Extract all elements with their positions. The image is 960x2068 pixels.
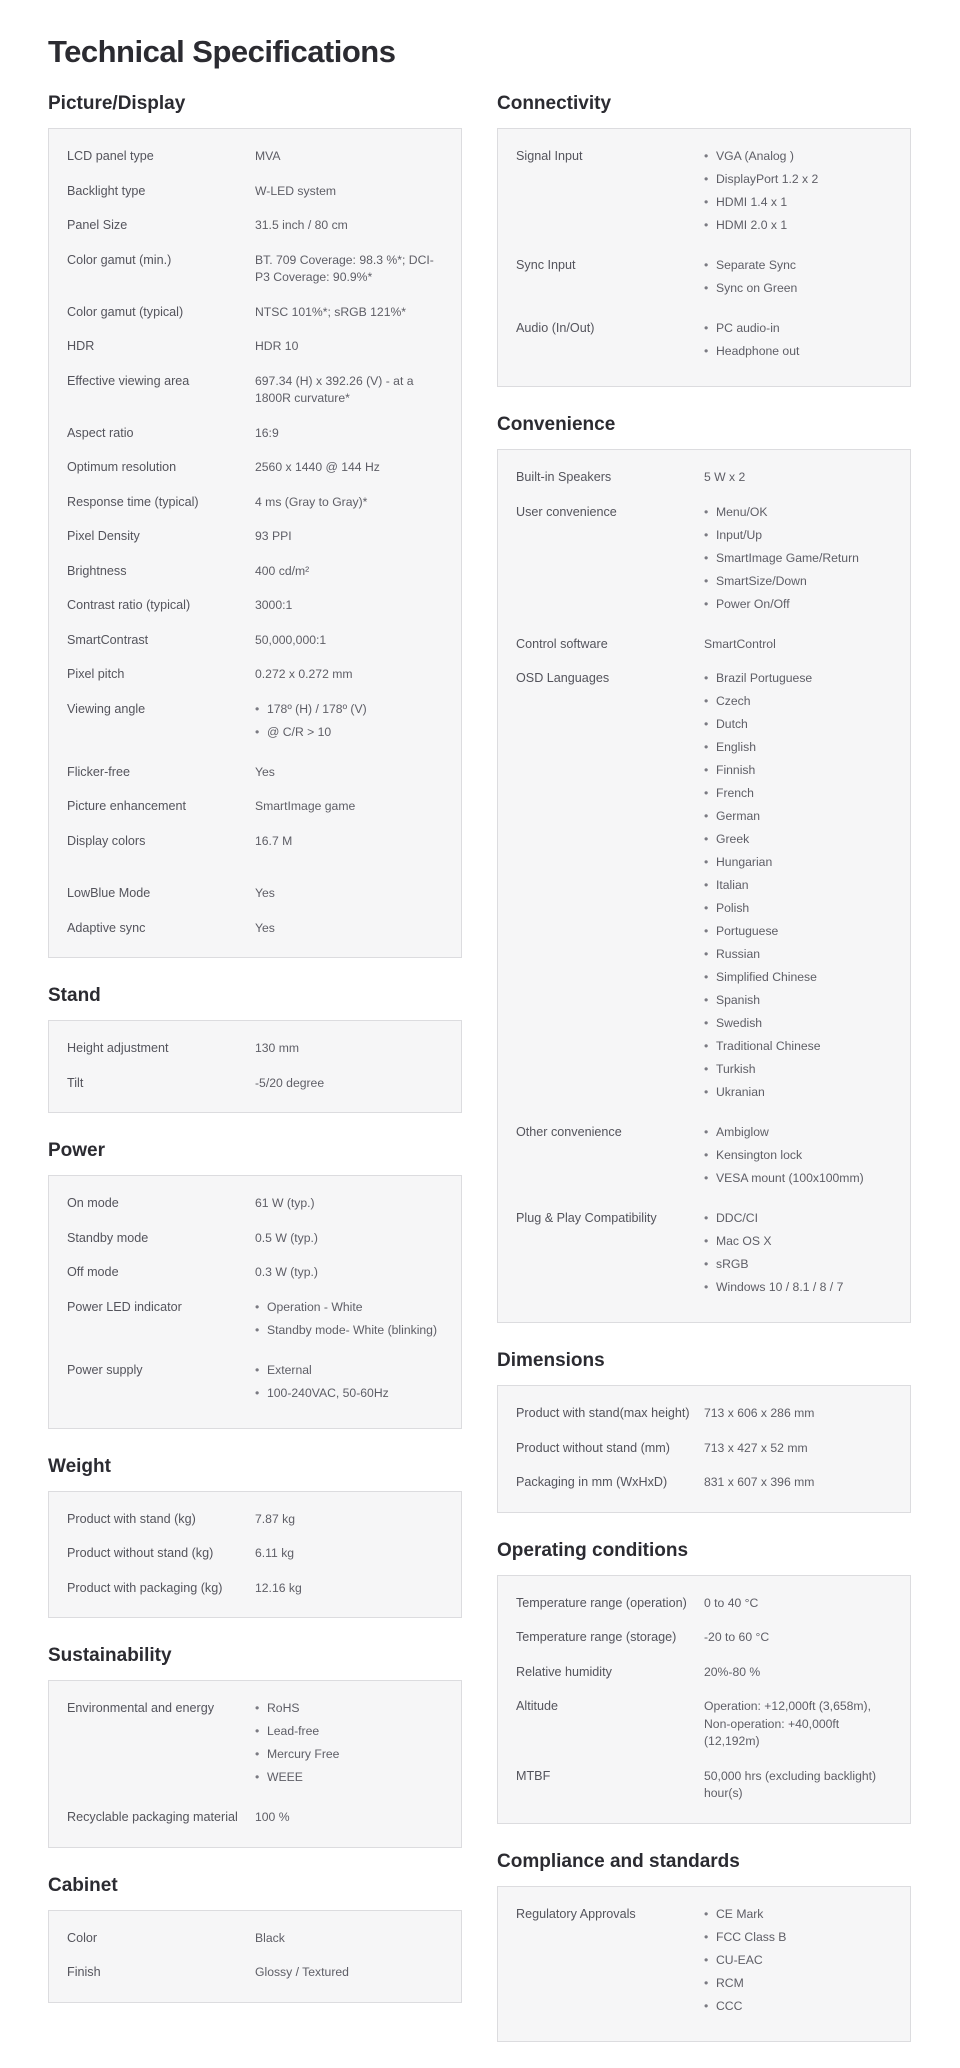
spec-value: -20 to 60 °C <box>704 1630 770 1644</box>
section-title-power: Power <box>48 1140 106 1161</box>
section-title-picture-display: Picture/Display <box>48 93 186 114</box>
section-title-compliance-and-standards: Compliance and standards <box>497 1850 740 1872</box>
spec-label: Pixel pitch <box>67 667 125 681</box>
spec-value: 0.272 x 0.272 mm <box>255 667 353 681</box>
spec-list-item: • DDC/CI <box>704 1210 888 1228</box>
spec-list-item: • Menu/OK <box>704 504 888 522</box>
spec-row <box>67 1923 443 1958</box>
spec-value: Black <box>255 1930 285 1945</box>
spec-row <box>516 1761 892 1813</box>
spec-list-item: • Simplified Chinese <box>704 969 888 987</box>
spec-value: 31.5 inch / 80 cm <box>255 218 348 232</box>
spec-value-list <box>255 1362 439 1403</box>
spec-row <box>516 1899 892 2031</box>
spec-value: SmartControl <box>704 636 776 651</box>
spec-list-item: • VESA mount (100x100mm) <box>704 1170 888 1188</box>
spec-row <box>67 1033 443 1068</box>
spec-value <box>255 1700 443 1792</box>
spec-label: Control software <box>516 636 608 651</box>
spec-label: Standby mode <box>67 1230 149 1245</box>
spec-label: Relative humidity <box>516 1664 612 1679</box>
spec-row <box>67 487 443 522</box>
spec-row <box>67 556 443 591</box>
spec-value-list <box>704 320 888 361</box>
spec-value: Yes <box>255 764 275 779</box>
spec-label: MTBF <box>516 1768 551 1783</box>
spec-value: 3000:1 <box>255 598 293 612</box>
spec-value: -5/20 degree <box>255 1075 325 1090</box>
spec-row <box>67 1538 443 1573</box>
spec-value <box>255 701 443 747</box>
spec-row <box>516 663 892 1117</box>
spec-value <box>255 1299 443 1345</box>
spec-value: 0.5 W (typ.) <box>255 1230 318 1245</box>
spec-value: 16.7 M <box>255 833 293 848</box>
spec-row <box>67 1068 443 1103</box>
spec-list-item: • Operation - White <box>255 1299 439 1317</box>
spec-label: Backlight type <box>67 183 146 198</box>
spec-value: HDR 10 <box>255 339 299 353</box>
spec-value: Glossy / Textured <box>255 1965 349 1979</box>
spec-value: Yes <box>255 920 275 935</box>
spec-row <box>67 1292 443 1355</box>
spec-row <box>67 625 443 660</box>
spec-label: Regulatory Approvals <box>516 1906 636 1921</box>
spec-value <box>704 504 892 619</box>
spec-value: 16:9 <box>255 425 279 440</box>
spec-label: Height adjustment <box>67 1041 169 1055</box>
spec-value: MVA <box>255 149 281 163</box>
spec-list-item: • 100-240VAC, 50-60Hz <box>255 1385 439 1403</box>
spec-label: Audio (In/Out) <box>516 321 595 335</box>
spec-value: 400 cd/m² <box>255 563 310 578</box>
spec-card-operating-conditions <box>497 1575 911 1824</box>
spec-label: Other convenience <box>516 1125 622 1139</box>
spec-list-item: • Input/Up <box>704 527 888 545</box>
spec-label: Recyclable packaging material <box>67 1810 238 1824</box>
spec-label: Flicker-free <box>67 764 130 779</box>
spec-label: OSD Languages <box>516 671 610 685</box>
spec-value: 20%-80 % <box>704 1664 761 1679</box>
spec-value: 130 mm <box>255 1041 300 1055</box>
spec-row <box>67 1693 443 1802</box>
spec-value: 4 ms (Gray to Gray)* <box>255 494 368 509</box>
spec-label: Picture enhancement <box>67 799 187 813</box>
spec-label: Built-in Speakers <box>516 470 612 484</box>
spec-row <box>67 452 443 487</box>
spec-label: Power LED indicator <box>67 1299 182 1314</box>
section-title-cabinet: Cabinet <box>48 1874 118 1896</box>
spec-row <box>67 366 443 418</box>
spec-list-item: • Sync on Green <box>704 280 888 298</box>
spec-list-item: • Separate Sync <box>704 257 888 275</box>
spec-value-list <box>704 504 888 614</box>
spec-label: Product without stand (kg) <box>67 1546 214 1560</box>
spec-value-list <box>255 1700 439 1787</box>
spec-label: Power supply <box>67 1362 143 1377</box>
spec-card-cabinet <box>48 1910 462 2003</box>
section-title-operating-conditions: Operating conditions <box>497 1539 689 1561</box>
spec-list-item: • Greek <box>704 831 888 849</box>
spec-row <box>516 1203 892 1312</box>
spec-list-item: • Finnish <box>704 762 888 780</box>
spec-list-item: • SmartSize/Down <box>704 573 888 591</box>
spec-row <box>516 1398 892 1433</box>
spec-row <box>516 1622 892 1657</box>
spec-label: Optimum resolution <box>67 460 177 474</box>
spec-list-item: • German <box>704 808 888 826</box>
spec-row <box>67 1355 443 1418</box>
spec-list-item: • HDMI 1.4 x 1 <box>704 194 888 212</box>
spec-row <box>516 629 892 664</box>
spec-row <box>516 462 892 497</box>
spec-value: W-LED system <box>255 183 337 198</box>
spec-label: Product with packaging (kg) <box>67 1580 223 1595</box>
spec-row <box>67 245 443 297</box>
section-title-sustainability: Sustainability <box>48 1645 172 1666</box>
spec-list-item: • RoHS <box>255 1700 439 1718</box>
spec-value: 713 x 606 x 286 mm <box>704 1406 815 1420</box>
spec-value <box>704 1906 892 2021</box>
spec-row <box>67 913 443 948</box>
spec-list-item: • WEEE <box>255 1769 439 1787</box>
spec-row <box>67 1573 443 1608</box>
spec-value-list <box>704 1124 888 1188</box>
spec-value: 100 % <box>255 1810 290 1824</box>
spec-list-item: • Kensington lock <box>704 1147 888 1165</box>
spec-list-item: • Dutch <box>704 716 888 734</box>
spec-label: Altitude <box>516 1699 559 1713</box>
spec-value: Yes <box>255 886 275 900</box>
spec-label: Product with stand (kg) <box>67 1511 196 1526</box>
spec-value: 93 PPI <box>255 529 292 543</box>
spec-card-power <box>48 1175 462 1429</box>
spec-list-item: • Ambiglow <box>704 1124 888 1142</box>
spec-list-item: • Power On/Off <box>704 596 888 614</box>
spec-row <box>67 331 443 366</box>
spec-list-item: • Spanish <box>704 992 888 1010</box>
spec-label: Brightness <box>67 563 127 578</box>
spec-row <box>67 1957 443 1992</box>
spec-list-item: • FCC Class B <box>704 1929 888 1947</box>
spec-row <box>516 250 892 313</box>
spec-label: Finish <box>67 1965 101 1979</box>
spec-row <box>67 176 443 211</box>
spec-label: Sync Input <box>516 258 576 272</box>
spec-list-item: • RCM <box>704 1975 888 1993</box>
spec-list-item: • Hungarian <box>704 854 888 872</box>
spec-row <box>67 210 443 245</box>
spec-value <box>704 1124 892 1193</box>
spec-label: Temperature range (operation) <box>516 1595 687 1610</box>
spec-label: Pixel Density <box>67 529 140 543</box>
spec-label: Environmental and energy <box>67 1701 215 1715</box>
spec-label: Plug & Play Compatibility <box>516 1211 657 1225</box>
spec-value: 6.11 kg <box>255 1546 295 1560</box>
spec-row <box>67 1504 443 1539</box>
spec-list-item: • Portuguese <box>704 923 888 941</box>
spec-row <box>67 1802 443 1837</box>
section-title-weight: Weight <box>48 1455 111 1477</box>
spec-value: 2560 x 1440 @ 144 Hz <box>255 460 380 474</box>
spec-list-item: • CE Mark <box>704 1906 888 1924</box>
spec-value: 697.34 (H) x 392.26 (V) - at a 1800R curvature* <box>255 373 414 405</box>
spec-value-list <box>704 670 888 1102</box>
spec-list-item: • CCC <box>704 1998 888 2016</box>
spec-list-item: • Mercury Free <box>255 1746 439 1764</box>
spec-list-item: • Czech <box>704 693 888 711</box>
spec-label: Adaptive sync <box>67 920 146 935</box>
spec-value: 713 x 427 x 52 mm <box>704 1440 808 1455</box>
section-title-stand: Stand <box>48 985 101 1006</box>
spec-row <box>67 694 443 757</box>
spec-label: Contrast ratio (typical) <box>67 598 191 612</box>
spec-list-item: • @ C/R > 10 <box>255 724 439 742</box>
spec-list-item: • Italian <box>704 877 888 895</box>
spec-value-list <box>704 1210 888 1297</box>
spec-list-item: • Traditional Chinese <box>704 1038 888 1056</box>
spec-value: BT. 709 Coverage: 98.3 %*; DCI-P3 Coverage: 90.9%* <box>255 252 434 284</box>
spec-value-list <box>704 257 888 298</box>
spec-label: Signal Input <box>516 149 583 163</box>
spec-value-list <box>704 1906 888 2016</box>
spec-value-list <box>704 148 888 235</box>
spec-list-item: • English <box>704 739 888 757</box>
spec-label: Effective viewing area <box>67 373 190 388</box>
spec-list-item: • PC audio-in <box>704 320 888 338</box>
spec-row <box>67 590 443 625</box>
spec-label: Tilt <box>67 1075 84 1090</box>
spec-list-item: • Mac OS X <box>704 1233 888 1251</box>
spec-list-item: • Windows 10 / 8.1 / 8 / 7 <box>704 1279 888 1297</box>
spec-list-item: • Swedish <box>704 1015 888 1033</box>
spec-row <box>516 1657 892 1692</box>
spec-label: On mode <box>67 1196 119 1210</box>
spec-list-item: • sRGB <box>704 1256 888 1274</box>
spec-card-weight <box>48 1491 462 1619</box>
spec-list-item: • Russian <box>704 946 888 964</box>
spec-row <box>67 878 443 913</box>
spec-value: 831 x 607 x 396 mm <box>704 1475 815 1489</box>
section-title-dimensions: Dimensions <box>497 1350 605 1371</box>
spec-label: HDR <box>67 339 95 353</box>
spec-label: SmartContrast <box>67 632 149 647</box>
spec-value <box>704 257 892 303</box>
spec-row <box>67 1257 443 1292</box>
spec-list-item: • CU-EAC <box>704 1952 888 1970</box>
section-title-connectivity: Connectivity <box>497 93 612 114</box>
spec-value: 61 W (typ.) <box>255 1196 315 1210</box>
spec-list-item: • VGA (Analog ) <box>704 148 888 166</box>
spec-value <box>704 148 892 240</box>
spec-label: LowBlue Mode <box>67 886 151 900</box>
spec-row <box>67 521 443 556</box>
spec-row <box>67 1223 443 1258</box>
spec-value: Operation: +12,000ft (3,658m), Non-operation: +40,000ft (12,192m) <box>704 1699 872 1748</box>
spec-value: 0 to 40 °C <box>704 1595 759 1610</box>
spec-value: 50,000 hrs (excluding backlight) hour(s) <box>704 1768 877 1800</box>
spec-row <box>516 1588 892 1623</box>
spec-label: Product with stand(max height) <box>516 1406 690 1420</box>
spec-card-compliance-and-standards <box>497 1886 911 2042</box>
spec-row <box>516 497 892 629</box>
spec-row <box>516 1467 892 1502</box>
spec-label: Color <box>67 1930 98 1945</box>
spec-label: LCD panel type <box>67 149 154 163</box>
spec-label: Product without stand (mm) <box>516 1440 670 1455</box>
spec-value <box>704 320 892 366</box>
spec-list-item: • Standby mode- White (blinking) <box>255 1322 439 1340</box>
spec-row <box>67 141 443 176</box>
spec-row <box>67 659 443 694</box>
spec-list-item: • 178º (H) / 178º (V) <box>255 701 439 719</box>
left-column <box>48 92 462 2029</box>
spec-value: NTSC 101%*; sRGB 121%* <box>255 304 407 319</box>
spec-value: 50,000,000:1 <box>255 632 327 647</box>
spec-label: Color gamut (typical) <box>67 304 184 319</box>
spec-value: 7.87 kg <box>255 1511 295 1526</box>
spec-row <box>516 1691 892 1761</box>
spec-row <box>67 418 443 453</box>
spec-label: Panel Size <box>67 218 128 232</box>
spec-list-item: • French <box>704 785 888 803</box>
spec-label: Response time (typical) <box>67 494 199 509</box>
spec-row <box>67 1188 443 1223</box>
spec-label: Color gamut (min.) <box>67 252 172 267</box>
spec-card-picture-display <box>48 128 462 958</box>
spec-value <box>704 670 892 1107</box>
spec-row <box>516 1117 892 1203</box>
spec-label: User convenience <box>516 504 617 519</box>
right-column <box>497 92 911 2068</box>
spec-list-item: • Turkish <box>704 1061 888 1079</box>
section-title-convenience: Convenience <box>497 414 616 435</box>
spec-value: 5 W x 2 <box>704 470 746 484</box>
spec-label: Packaging in mm (WxHxD) <box>516 1475 668 1489</box>
spec-list-item: • External <box>255 1362 439 1380</box>
spec-value <box>704 1210 892 1302</box>
spec-row <box>67 826 443 879</box>
spec-list-item: • Brazil Portuguese <box>704 670 888 688</box>
spec-card-dimensions <box>497 1385 911 1513</box>
spec-row <box>67 297 443 332</box>
spec-list-item: • Polish <box>704 900 888 918</box>
spec-row <box>516 141 892 250</box>
spec-card-connectivity <box>497 128 911 387</box>
spec-card-convenience <box>497 449 911 1323</box>
spec-list-item: • DisplayPort 1.2 x 2 <box>704 171 888 189</box>
spec-list-item: • Ukranian <box>704 1084 888 1102</box>
spec-card-stand <box>48 1020 462 1113</box>
spec-label: Off mode <box>67 1265 119 1279</box>
spec-row <box>516 1433 892 1468</box>
spec-list-item: • Headphone out <box>704 343 888 361</box>
spec-label: Aspect ratio <box>67 425 134 440</box>
spec-value: SmartImage game <box>255 799 356 813</box>
spec-row <box>516 313 892 376</box>
spec-row <box>67 791 443 826</box>
spec-value <box>255 1362 443 1408</box>
spec-row <box>67 757 443 792</box>
spec-label: Viewing angle <box>67 701 146 716</box>
spec-value: 12.16 kg <box>255 1580 302 1595</box>
spec-value-list <box>255 701 439 742</box>
spec-card-sustainability <box>48 1680 462 1848</box>
spec-label: Temperature range (storage) <box>516 1630 677 1644</box>
page-title: Technical Specifications <box>48 34 396 69</box>
spec-value-list <box>255 1299 439 1340</box>
spec-list-item: • HDMI 2.0 x 1 <box>704 217 888 235</box>
spec-list-item: • Lead-free <box>255 1723 439 1741</box>
spec-list-item: • SmartImage Game/Return <box>704 550 888 568</box>
spec-value: 0.3 W (typ.) <box>255 1265 318 1279</box>
spec-label: Display colors <box>67 833 146 848</box>
